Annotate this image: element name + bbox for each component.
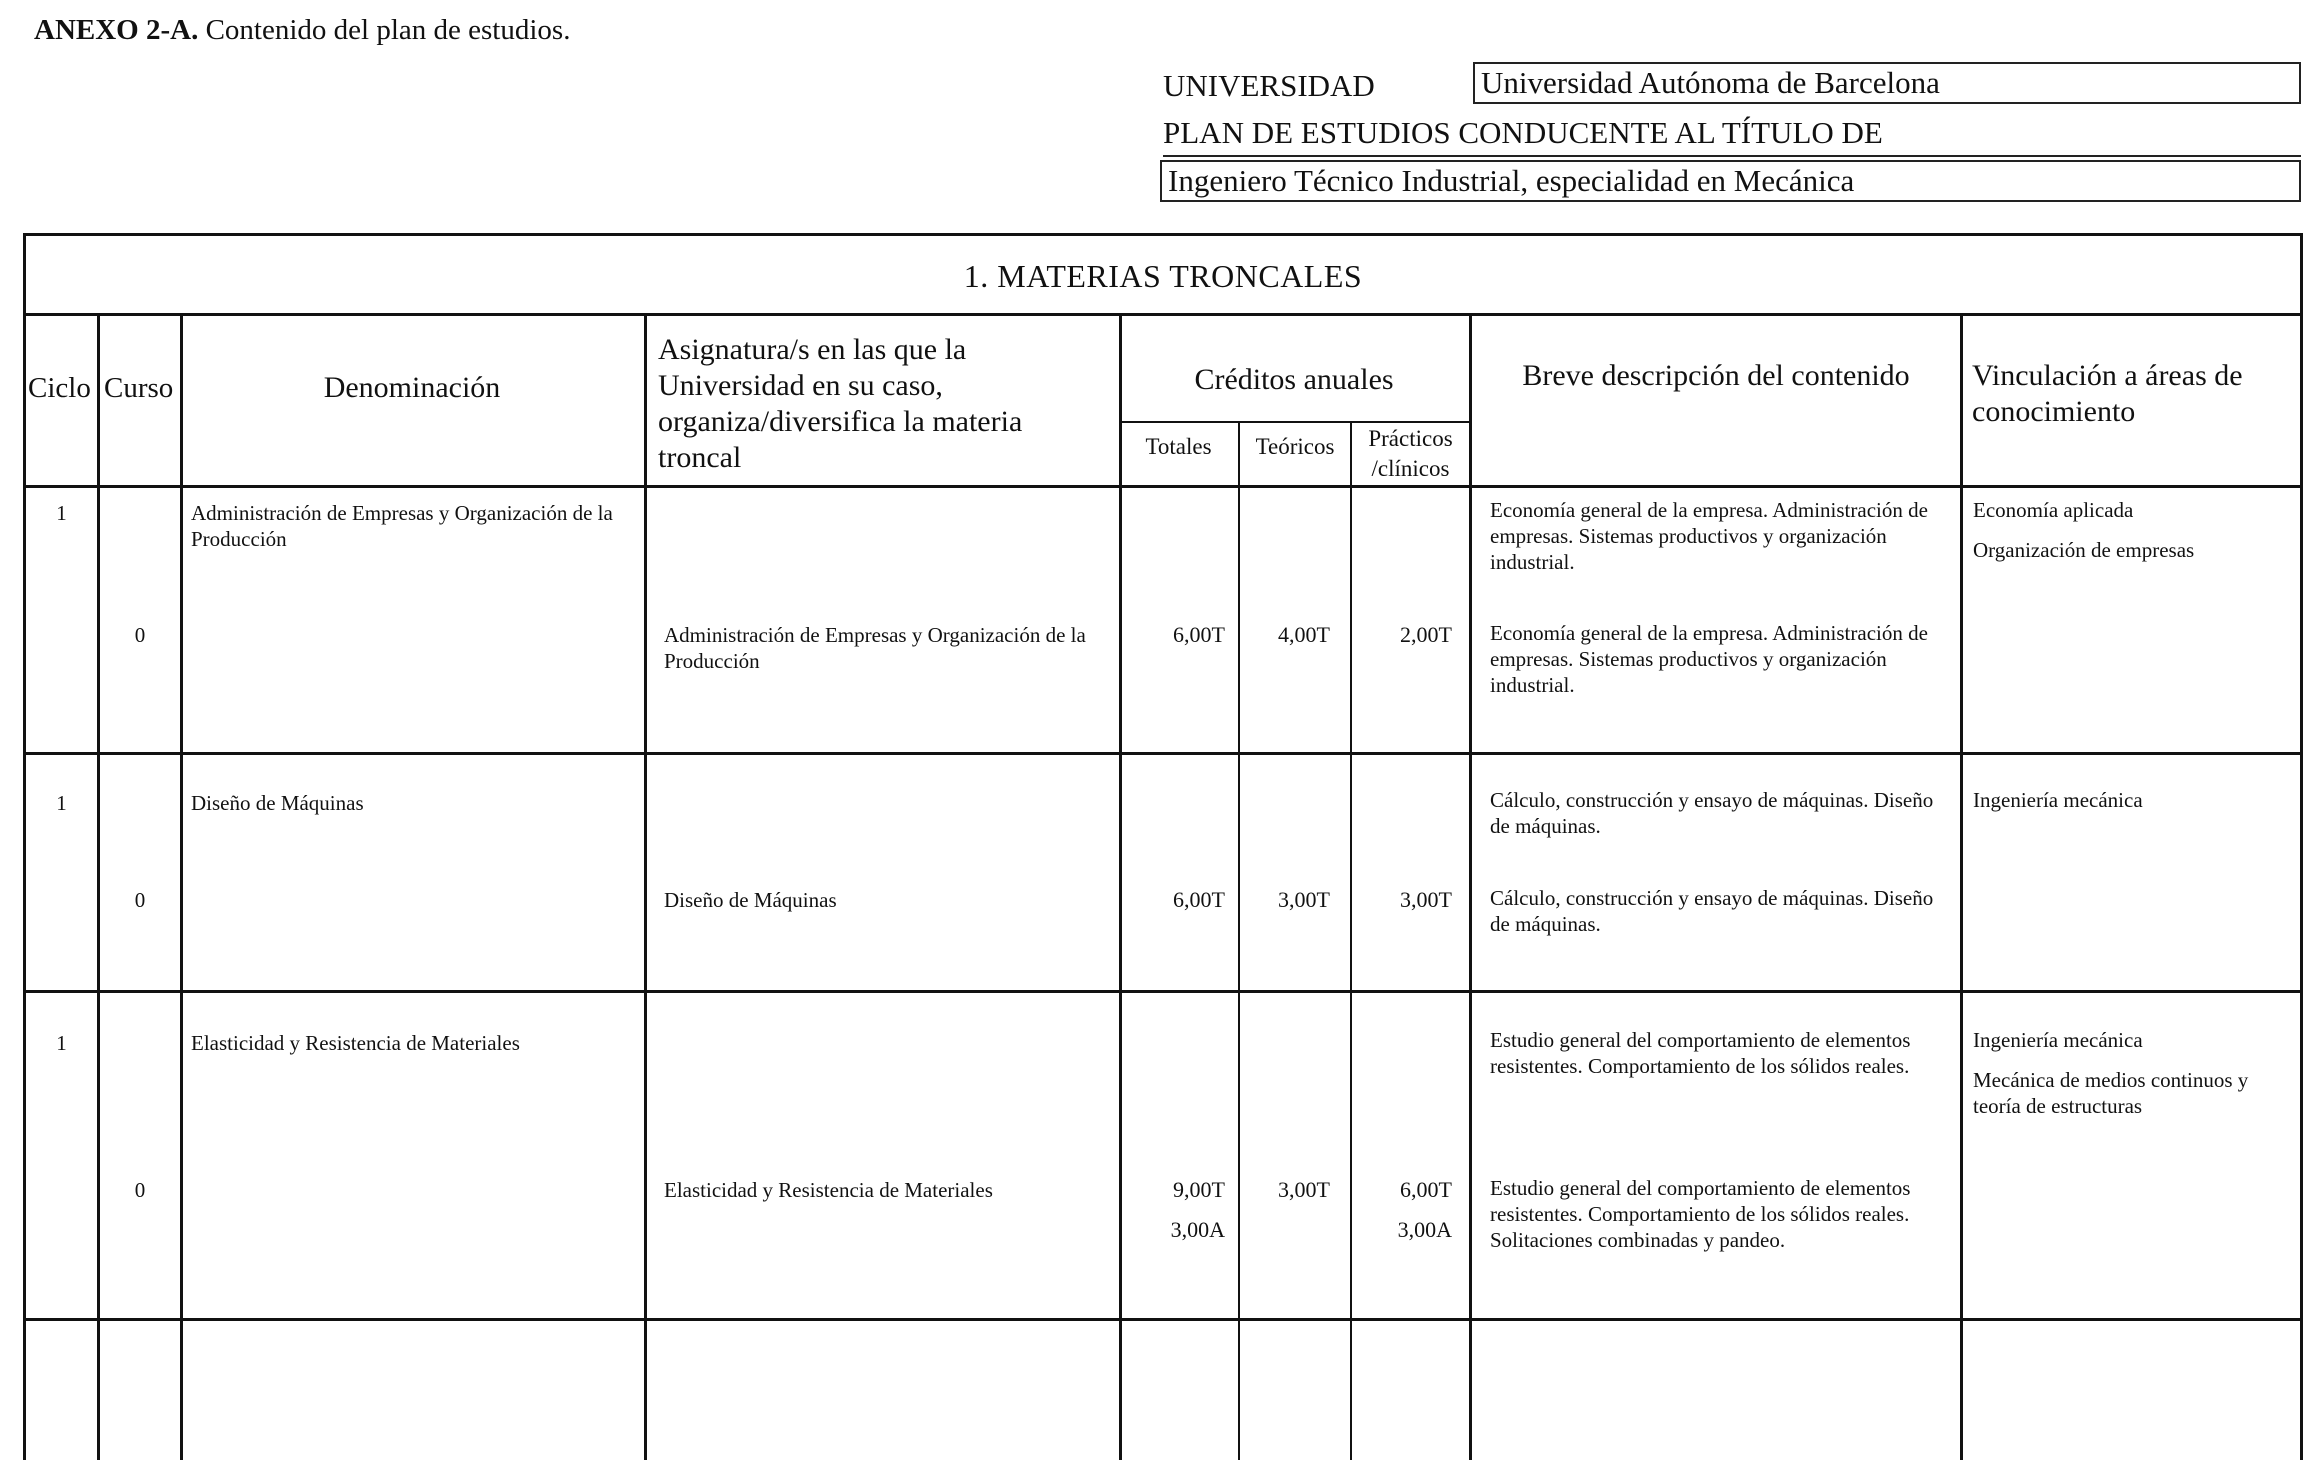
universidad-label: UNIVERSIDAD — [1163, 68, 1375, 103]
header-creditos: Créditos anuales — [1194, 363, 1394, 396]
universidad-field: Universidad Autónoma de Barcelona — [1473, 62, 2301, 104]
plan-label: PLAN DE ESTUDIOS CONDUCENTE AL TÍTULO DE — [1163, 115, 1883, 150]
row3-denominacion: Elasticidad y Resistencia de Materiales — [191, 1031, 520, 1055]
table-title: 1. MATERIAS TRONCALES — [963, 258, 1363, 294]
row2-ciclo: 1 — [56, 791, 67, 815]
row1-area1: Economía aplicada — [1973, 498, 2134, 522]
universidad-underline — [1473, 102, 2301, 104]
row3-practicos: 6,00T — [1400, 1177, 1452, 1202]
annex-heading — [34, 14, 570, 47]
header-practicos — [1352, 424, 1469, 484]
row1-practicos: 2,00T — [1400, 622, 1452, 647]
creditos-subdivider — [1119, 421, 1469, 423]
row1-area2: Organización de empresas — [1973, 538, 2195, 562]
titulo-field: Ingeniero Técnico Industrial, especialidad en Mecánica — [1160, 160, 2301, 202]
row1-descripcion2: Economía general de la empresa. Administración de empresas. Sistemas productivos y organización industrial. — [1490, 621, 1928, 697]
header-vinculacion: Vinculación a áreas de conocimiento — [1972, 359, 2243, 428]
header-teoricos: Teóricos — [1255, 434, 1335, 459]
row1-descripcion: Economía general de la empresa. Administración de empresas. Sistemas productivos y organización industrial. — [1490, 498, 1928, 574]
row3-asignatura: Elasticidad y Resistencia de Materiales — [664, 1178, 993, 1202]
annex-text: Contenido del plan de estudios. — [198, 14, 571, 46]
row-divider — [23, 1318, 2303, 1321]
header-denominacion: Denominación — [323, 371, 501, 404]
row3-descripcion: Estudio general del comportamiento de elementos resistentes. Comportamiento de los sólidos reales. — [1490, 1028, 1911, 1078]
row1-asignatura: Administración de Empresas y Organización de la Producción — [664, 623, 1086, 673]
row2-teoricos: 3,00T — [1278, 887, 1330, 912]
annex-label: ANEXO 2-A. — [34, 14, 199, 46]
col-line — [1350, 421, 1352, 1460]
header-asignatura: Asignatura/s en las que la Universidad en su caso, organiza/diversifica la materia troncal — [658, 333, 1023, 474]
row2-asignatura: Diseño de Máquinas — [664, 888, 837, 912]
row2-totales: 6,00T — [1173, 887, 1225, 912]
row3-totales-2: 3,00A — [1170, 1217, 1225, 1242]
row3-practicos-2: 3,00A — [1397, 1217, 1452, 1242]
row2-area1: Ingeniería mecánica — [1973, 788, 2143, 812]
header-ciclo: Ciclo — [28, 372, 91, 404]
row1-ciclo: 1 — [56, 501, 67, 525]
header-curso: Curso — [104, 372, 174, 404]
row1-denominacion: Administración de Empresas y Organización de la Producción — [191, 501, 613, 551]
row1-totales: 6,00T — [1173, 622, 1225, 647]
row2-curso: 0 — [134, 888, 146, 912]
row3-curso: 0 — [134, 1178, 146, 1202]
row3-ciclo: 1 — [56, 1031, 67, 1055]
row2-denominacion: Diseño de Máquinas — [191, 791, 364, 815]
row1-teoricos: 4,00T — [1278, 622, 1330, 647]
col-line — [1238, 421, 1240, 1460]
plan-underline — [1163, 155, 2301, 157]
header-totales: Totales — [1145, 434, 1212, 459]
row3-area1: Ingeniería mecánica — [1973, 1028, 2143, 1052]
header-practicos-line1: Prácticos — [1368, 426, 1453, 451]
row-divider — [23, 752, 2303, 755]
header-bottom-line — [23, 485, 2303, 488]
row3-descripcion2: Estudio general del comportamiento de elementos resistentes. Comportamiento de los sólidos reales. Solitaciones combinadas y pandeo. — [1490, 1176, 1911, 1252]
header-practicos-line2: /clínicos — [1371, 456, 1450, 481]
row1-curso: 0 — [134, 623, 146, 647]
row3-teoricos: 3,00T — [1278, 1177, 1330, 1202]
row3-totales: 9,00T — [1173, 1177, 1225, 1202]
row2-practicos: 3,00T — [1400, 887, 1452, 912]
row2-descripcion2: Cálculo, construcción y ensayo de máquinas. Diseño de máquinas. — [1490, 886, 1934, 936]
header-descripcion: Breve descripción del contenido — [1522, 359, 1910, 392]
row3-area2: Mecánica de medios continuos y teoría de estructuras — [1973, 1068, 2249, 1118]
row2-descripcion: Cálculo, construcción y ensayo de máquinas. Diseño de máquinas. — [1490, 788, 1934, 838]
row-divider — [23, 990, 2303, 993]
